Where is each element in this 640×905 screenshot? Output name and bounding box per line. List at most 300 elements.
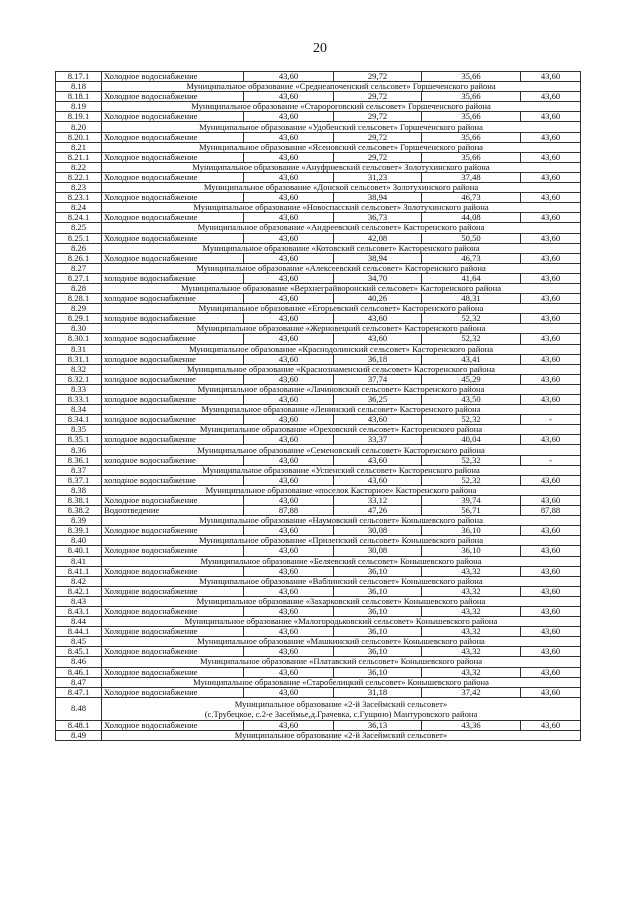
tariff-value-1: 43,60 (244, 233, 334, 243)
tariff-value-1: 43,60 (244, 112, 334, 122)
tariff-value-3: 35,66 (422, 152, 521, 162)
municipality-name (102, 445, 581, 455)
municipality-row (56, 122, 581, 132)
tariff-value-1: 43,60 (244, 526, 334, 536)
row-number: 8.29 (56, 304, 102, 314)
tariff-value-4: 43,60 (521, 334, 581, 344)
tariff-value-2: 31,23 (334, 172, 422, 182)
tariff-value-4: 43,60 (521, 720, 581, 730)
municipality-name (102, 162, 581, 172)
municipality-line: Муниципальное образование «Новоспасский сельсовет» Золотухинского района (193, 202, 489, 213)
row-number: 8.21 (56, 142, 102, 152)
tariff-value-4: 43,60 (521, 193, 581, 203)
table-row (56, 566, 581, 576)
municipality-row (56, 425, 581, 435)
row-number: 8.48.1 (56, 720, 102, 730)
table-row (56, 92, 581, 102)
tariff-value-4: 43,60 (521, 687, 581, 697)
tariff-value-2: 36,10 (334, 647, 422, 657)
table-row (56, 647, 581, 657)
tariff-value-3: 36,10 (422, 546, 521, 556)
table-row (56, 475, 581, 485)
row-number: 8.36 (56, 445, 102, 455)
row-number: 8.32 (56, 364, 102, 374)
municipality-line: Муниципальное образование «поселок Касторное» Касторенского района (205, 485, 477, 495)
service-name: Холодное водоснабжение (102, 193, 244, 203)
tariff-value-4: 43,60 (521, 374, 581, 384)
row-number: 8.31 (56, 344, 102, 354)
row-number: 8.36.1 (56, 455, 102, 465)
service-name: Холодное водоснабжение (102, 112, 244, 122)
row-number: 8.47 (56, 677, 102, 687)
row-number: 8.38.2 (56, 506, 102, 516)
tariff-value-2: 31,18 (334, 687, 422, 697)
municipality-line: Муниципальное образование «Прилепский сельсовет» Конышевского района (198, 535, 484, 546)
municipality-row (56, 617, 581, 627)
table-row (56, 314, 581, 324)
tariff-value-1: 43,60 (244, 395, 334, 405)
municipality-name (102, 576, 581, 586)
municipality-line: Муниципальное образование «Малогородьковский сельсовет» Конышевского района (184, 616, 498, 627)
service-name: холодное водоснабжение (102, 415, 244, 425)
municipality-row (56, 223, 581, 233)
municipality-line: Муниципальное образование «Наумовский сельсовет» Конышевского района (199, 515, 483, 526)
service-name: Холодное водоснабжение (102, 233, 244, 243)
row-number: 8.39.1 (56, 526, 102, 536)
tariff-value-3: 52,32 (422, 455, 521, 465)
municipality-row (56, 183, 581, 193)
service-name: Холодное водоснабжение (102, 627, 244, 637)
tariff-value-1: 43,60 (244, 213, 334, 223)
municipality-name (102, 556, 581, 566)
municipality-line: Муниципальное образование «Удобенский сельсовет» Горшеченского района (199, 121, 483, 132)
tariff-value-4: 43,60 (521, 627, 581, 637)
tariff-value-1: 43,60 (244, 566, 334, 576)
tariff-value-1: 43,60 (244, 152, 334, 162)
tariff-value-3: 43,36 (422, 720, 521, 730)
tariff-value-4: 43,60 (521, 213, 581, 223)
table-row (56, 415, 581, 425)
municipality-row (56, 324, 581, 334)
row-number: 8.22 (56, 162, 102, 172)
row-number: 8.29.1 (56, 314, 102, 324)
tariff-value-4: 43,60 (521, 253, 581, 263)
municipality-name (102, 637, 581, 647)
row-number: 8.33.1 (56, 395, 102, 405)
municipality-line: Муниципальное образование «Старороговский сельсовет» Горшеченского района (191, 101, 491, 112)
service-name: Холодное водоснабжение (102, 720, 244, 730)
tariff-value-1: 87,88 (244, 506, 334, 516)
municipality-line: Муниципальное образование «Краснодолинский сельсовет» Касторенского района (188, 344, 494, 354)
service-name: Холодное водоснабжение (102, 495, 244, 505)
municipality-row (56, 536, 581, 546)
municipality-name (102, 243, 581, 253)
tariff-value-3: 46,73 (422, 253, 521, 263)
municipality-line: Муниципальное образование «Андреевский сельсовет» Касторенского района (197, 222, 485, 233)
tariff-value-1: 43,60 (244, 667, 334, 677)
municipality-line: Муниципальное образование «Беляевский сельсовет» Конышевского района (200, 556, 482, 566)
row-number: 8.20 (56, 122, 102, 132)
tariff-value-1: 43,60 (244, 435, 334, 445)
municipality-line: Муниципальное образование «Успенский сельсовет» Касторенского района (202, 465, 480, 475)
tariff-value-3: 36,10 (422, 526, 521, 536)
municipality-name (102, 223, 581, 233)
tariff-value-3: 43,32 (422, 627, 521, 637)
municipality-line: Муниципальное образование «Старобелицкий сельсовет» Конышевского района (193, 677, 489, 687)
tariff-value-2: 29,72 (334, 152, 422, 162)
tariff-value-4: 87,88 (521, 506, 581, 516)
table-row (56, 72, 581, 82)
municipality-name (102, 425, 581, 435)
tariff-value-3: 39,74 (422, 495, 521, 505)
row-number: 8.42 (56, 576, 102, 586)
tariff-value-3: 52,32 (422, 334, 521, 344)
table-row (56, 132, 581, 142)
row-number: 8.32.1 (56, 374, 102, 384)
page-number: 20 (313, 41, 327, 56)
municipality-row (56, 364, 581, 374)
service-name: Холодное водоснабжение (102, 606, 244, 616)
tariff-value-1: 43,60 (244, 253, 334, 263)
tariff-value-2: 34,70 (334, 273, 422, 283)
municipality-name (102, 617, 581, 627)
tariff-value-1: 43,60 (244, 273, 334, 283)
tariff-value-1: 43,60 (244, 132, 334, 142)
municipality-name (102, 384, 581, 394)
municipality-row (56, 677, 581, 687)
municipality-line: Муниципальное образование «Егорьевский сельсовет» Касторенского района (198, 303, 484, 314)
service-name: Холодное водоснабжение (102, 213, 244, 223)
table-row (56, 374, 581, 384)
row-number: 8.27 (56, 263, 102, 273)
tariff-value-3: 37,42 (422, 687, 521, 697)
tariff-value-1: 43,60 (244, 606, 334, 616)
municipality-line: Муниципальное образование «Ореховский сельсовет» Касторенского района (199, 424, 483, 435)
table-row (56, 720, 581, 730)
table-row (56, 354, 581, 364)
municipality-name (102, 344, 581, 354)
municipality-row (56, 82, 581, 92)
row-number: 8.37 (56, 465, 102, 475)
municipality-line: Муниципальное образование «Жерновецкий сельсовет» Касторенского района (196, 323, 486, 334)
tariff-value-4: 43,60 (521, 435, 581, 445)
row-number: 8.40.1 (56, 546, 102, 556)
row-number: 8.30.1 (56, 334, 102, 344)
municipality-name (102, 596, 581, 606)
tariff-value-2: 33,37 (334, 435, 422, 445)
row-number: 8.34.1 (56, 415, 102, 425)
row-number: 8.45.1 (56, 647, 102, 657)
service-name: холодное водоснабжение (102, 455, 244, 465)
row-number: 8.26 (56, 243, 102, 253)
service-name: Холодное водоснабжение (102, 566, 244, 576)
tariff-value-1: 43,60 (244, 687, 334, 697)
municipality-row (56, 344, 581, 354)
municipality-row (56, 263, 581, 273)
municipality-name (102, 122, 581, 132)
tariff-value-4: 43,60 (521, 273, 581, 283)
municipality-name (102, 485, 581, 495)
municipality-line: Муниципальное образование «Захарковский сельсовет» Конышевского района (196, 596, 486, 606)
row-number: 8.19 (56, 102, 102, 112)
row-number: 8.30 (56, 324, 102, 334)
tariff-value-4: 43,60 (521, 647, 581, 657)
municipality-name (102, 677, 581, 687)
table-row (56, 253, 581, 263)
tariff-value-3: 40,04 (422, 435, 521, 445)
row-number: 8.23.1 (56, 193, 102, 203)
municipality-name (102, 536, 581, 546)
tariff-value-1: 43,60 (244, 314, 334, 324)
tariff-value-2: 29,72 (334, 92, 422, 102)
row-number: 8.37.1 (56, 475, 102, 485)
municipality-line: (с.Трубецкое, с.2-е Засеймье,д.Грачевка, с.Гущино) Мантуровского района (204, 708, 478, 719)
tariff-value-4: 43,60 (521, 495, 581, 505)
row-number: 8.28 (56, 283, 102, 293)
table-row (56, 233, 581, 243)
tariff-value-4: 43,60 (521, 294, 581, 304)
municipality-row (56, 697, 581, 720)
service-name: холодное водоснабжение (102, 435, 244, 445)
tariff-value-2: 30,08 (334, 546, 422, 556)
tariff-value-2: 36,13 (334, 720, 422, 730)
tariff-value-2: 36,18 (334, 354, 422, 364)
tariff-value-2: 40,26 (334, 294, 422, 304)
service-name: Холодное водоснабжение (102, 253, 244, 263)
row-number: 8.46 (56, 657, 102, 667)
row-number: 8.17.1 (56, 72, 102, 82)
tariff-value-4: - (521, 415, 581, 425)
table-row (56, 687, 581, 697)
table-row (56, 526, 581, 536)
service-name: холодное водоснабжение (102, 395, 244, 405)
tariff-value-2: 43,60 (334, 415, 422, 425)
row-number: 8.18.1 (56, 92, 102, 102)
municipality-name (102, 183, 581, 193)
table-row (56, 395, 581, 405)
service-name: Холодное водоснабжение (102, 152, 244, 162)
tariff-value-2: 33,12 (334, 495, 422, 505)
tariff-table (55, 71, 581, 741)
municipality-row (56, 384, 581, 394)
row-number: 8.43.1 (56, 606, 102, 616)
tariff-value-3: 45,29 (422, 374, 521, 384)
municipality-line: Муниципальное образование «Ваблинский сельсовет» Конышевского района (199, 576, 483, 586)
tariff-value-4: 43,60 (521, 152, 581, 162)
tariff-value-4: 43,60 (521, 314, 581, 324)
tariff-value-2: 36,10 (334, 586, 422, 596)
municipality-line: Муниципальное образование «Ясеновский сельсовет» Горшеченского района (199, 142, 483, 152)
row-number: 8.44 (56, 617, 102, 627)
municipality-row (56, 485, 581, 495)
municipality-line: Муниципальное образование «Платавский сельсовет» Конышевского района (199, 656, 483, 667)
table-row (56, 455, 581, 465)
tariff-table-body (56, 72, 581, 741)
service-name: холодное водоснабжение (102, 374, 244, 384)
municipality-name (102, 697, 581, 720)
tariff-value-4: - (521, 455, 581, 465)
table-row (56, 152, 581, 162)
tariff-value-4: 43,60 (521, 354, 581, 364)
table-row (56, 193, 581, 203)
municipality-line: Муниципальное образование «Котовский сельсовет» Касторенского района (202, 243, 480, 253)
municipality-row (56, 405, 581, 415)
service-name: Холодное водоснабжение (102, 172, 244, 182)
row-number: 8.49 (56, 730, 102, 740)
table-row (56, 334, 581, 344)
tariff-value-1: 43,60 (244, 92, 334, 102)
municipality-name (102, 465, 581, 475)
tariff-value-1: 43,60 (244, 627, 334, 637)
tariff-value-3: 46,73 (422, 193, 521, 203)
row-number: 8.25.1 (56, 233, 102, 243)
tariff-value-1: 43,60 (244, 495, 334, 505)
municipality-name (102, 102, 581, 112)
tariff-value-2: 43,60 (334, 455, 422, 465)
municipality-line: Муниципальное образование «2-й Засеймский сельсовет» (234, 730, 448, 740)
tariff-value-3: 43,41 (422, 354, 521, 364)
municipality-line: Муниципальное образование «Алексеевский сельсовет» Касторенского района (196, 263, 486, 273)
tariff-value-1: 43,60 (244, 455, 334, 465)
table-row (56, 112, 581, 122)
municipality-row (56, 465, 581, 475)
row-number: 8.38 (56, 485, 102, 495)
service-name: Холодное водоснабжение (102, 586, 244, 596)
tariff-value-1: 43,60 (244, 475, 334, 485)
row-number: 8.35 (56, 425, 102, 435)
tariff-value-4: 43,60 (521, 92, 581, 102)
table-row (56, 294, 581, 304)
tariff-value-2: 29,72 (334, 132, 422, 142)
municipality-row (56, 243, 581, 253)
service-name: Холодное водоснабжение (102, 526, 244, 536)
row-number: 8.28.1 (56, 294, 102, 304)
tariff-value-4: 43,60 (521, 112, 581, 122)
tariff-value-4: 43,60 (521, 606, 581, 616)
table-row (56, 546, 581, 556)
row-number: 8.34 (56, 405, 102, 415)
row-number: 8.46.1 (56, 667, 102, 677)
tariff-value-2: 38,94 (334, 193, 422, 203)
row-number: 8.19.1 (56, 112, 102, 122)
municipality-name (102, 304, 581, 314)
municipality-row (56, 142, 581, 152)
municipality-row (56, 730, 581, 740)
tariff-value-2: 42,08 (334, 233, 422, 243)
tariff-value-3: 52,32 (422, 314, 521, 324)
tariff-value-4: 43,60 (521, 526, 581, 536)
municipality-row (56, 657, 581, 667)
municipality-row (56, 283, 581, 293)
tariff-value-2: 30,08 (334, 526, 422, 536)
table-row (56, 213, 581, 223)
table-row (56, 172, 581, 182)
municipality-line: Муниципальное образование «Машкинский сельсовет» Конышевского района (197, 636, 485, 647)
table-row (56, 586, 581, 596)
row-number: 8.35.1 (56, 435, 102, 445)
tariff-value-4: 43,60 (521, 475, 581, 485)
service-name: холодное водоснабжение (102, 475, 244, 485)
table-row (56, 435, 581, 445)
row-number: 8.48 (56, 697, 102, 720)
municipality-name (102, 203, 581, 213)
tariff-value-4: 43,60 (521, 395, 581, 405)
service-name: Холодное водоснабжение (102, 92, 244, 102)
table-row (56, 667, 581, 677)
service-name: Холодное водоснабжение (102, 687, 244, 697)
table-row (56, 273, 581, 283)
municipality-row (56, 162, 581, 172)
service-name: Холодное водоснабжение (102, 72, 244, 82)
tariff-value-3: 52,32 (422, 475, 521, 485)
municipality-row (56, 637, 581, 647)
tariff-value-3: 43,32 (422, 586, 521, 596)
row-number: 8.26.1 (56, 253, 102, 263)
row-number: 8.20.1 (56, 132, 102, 142)
municipality-row (56, 596, 581, 606)
row-number: 8.43 (56, 596, 102, 606)
municipality-line: Муниципальное образование «Ануфриевский сельсовет» Золотухинского района (192, 162, 490, 172)
row-number: 8.40 (56, 536, 102, 546)
municipality-row (56, 576, 581, 586)
table-row (56, 495, 581, 505)
tariff-value-4: 43,60 (521, 172, 581, 182)
service-name: холодное водоснабжение (102, 273, 244, 283)
tariff-value-3: 41,64 (422, 273, 521, 283)
service-name: Холодное водоснабжение (102, 132, 244, 142)
tariff-value-1: 43,60 (244, 172, 334, 182)
municipality-name (102, 730, 581, 740)
tariff-value-3: 48,31 (422, 294, 521, 304)
tariff-value-1: 43,60 (244, 720, 334, 730)
municipality-line: Муниципальное образование «2-й Засеймский сельсовет» (234, 698, 448, 709)
tariff-value-1: 43,60 (244, 647, 334, 657)
tariff-value-3: 35,66 (422, 112, 521, 122)
municipality-name (102, 283, 581, 293)
tariff-value-2: 47,26 (334, 506, 422, 516)
tariff-value-1: 43,60 (244, 72, 334, 82)
row-number: 8.45 (56, 637, 102, 647)
row-number: 8.24.1 (56, 213, 102, 223)
municipality-name (102, 263, 581, 273)
tariff-value-4: 43,60 (521, 72, 581, 82)
municipality-line: Муниципальное образование «Семеновский сельсовет» Касторенского района (197, 444, 485, 455)
row-number: 8.25 (56, 223, 102, 233)
tariff-value-3: 35,66 (422, 132, 521, 142)
tariff-value-2: 29,72 (334, 72, 422, 82)
tariff-value-3: 43,32 (422, 606, 521, 616)
municipality-line: Муниципальное образование «Донской сельсовет» Золотухинского района (203, 182, 479, 193)
tariff-value-1: 43,60 (244, 374, 334, 384)
service-name: Водоотведение (102, 506, 244, 516)
row-number: 8.41.1 (56, 566, 102, 576)
municipality-row (56, 556, 581, 566)
municipality-name (102, 324, 581, 334)
tariff-value-3: 44,08 (422, 213, 521, 223)
row-number: 8.38.1 (56, 495, 102, 505)
row-number: 8.44.1 (56, 627, 102, 637)
row-number: 8.24 (56, 203, 102, 213)
municipality-line: Муниципальное образование «Ленинский сельсовет» Касторенского района (201, 404, 481, 415)
service-name: холодное водоснабжение (102, 354, 244, 364)
service-name: холодное водоснабжение (102, 314, 244, 324)
row-number: 8.27.1 (56, 273, 102, 283)
tariff-value-2: 36,73 (334, 213, 422, 223)
row-number: 8.18 (56, 82, 102, 92)
table-row (56, 606, 581, 616)
tariff-value-2: 36,10 (334, 627, 422, 637)
row-number: 8.42.1 (56, 586, 102, 596)
